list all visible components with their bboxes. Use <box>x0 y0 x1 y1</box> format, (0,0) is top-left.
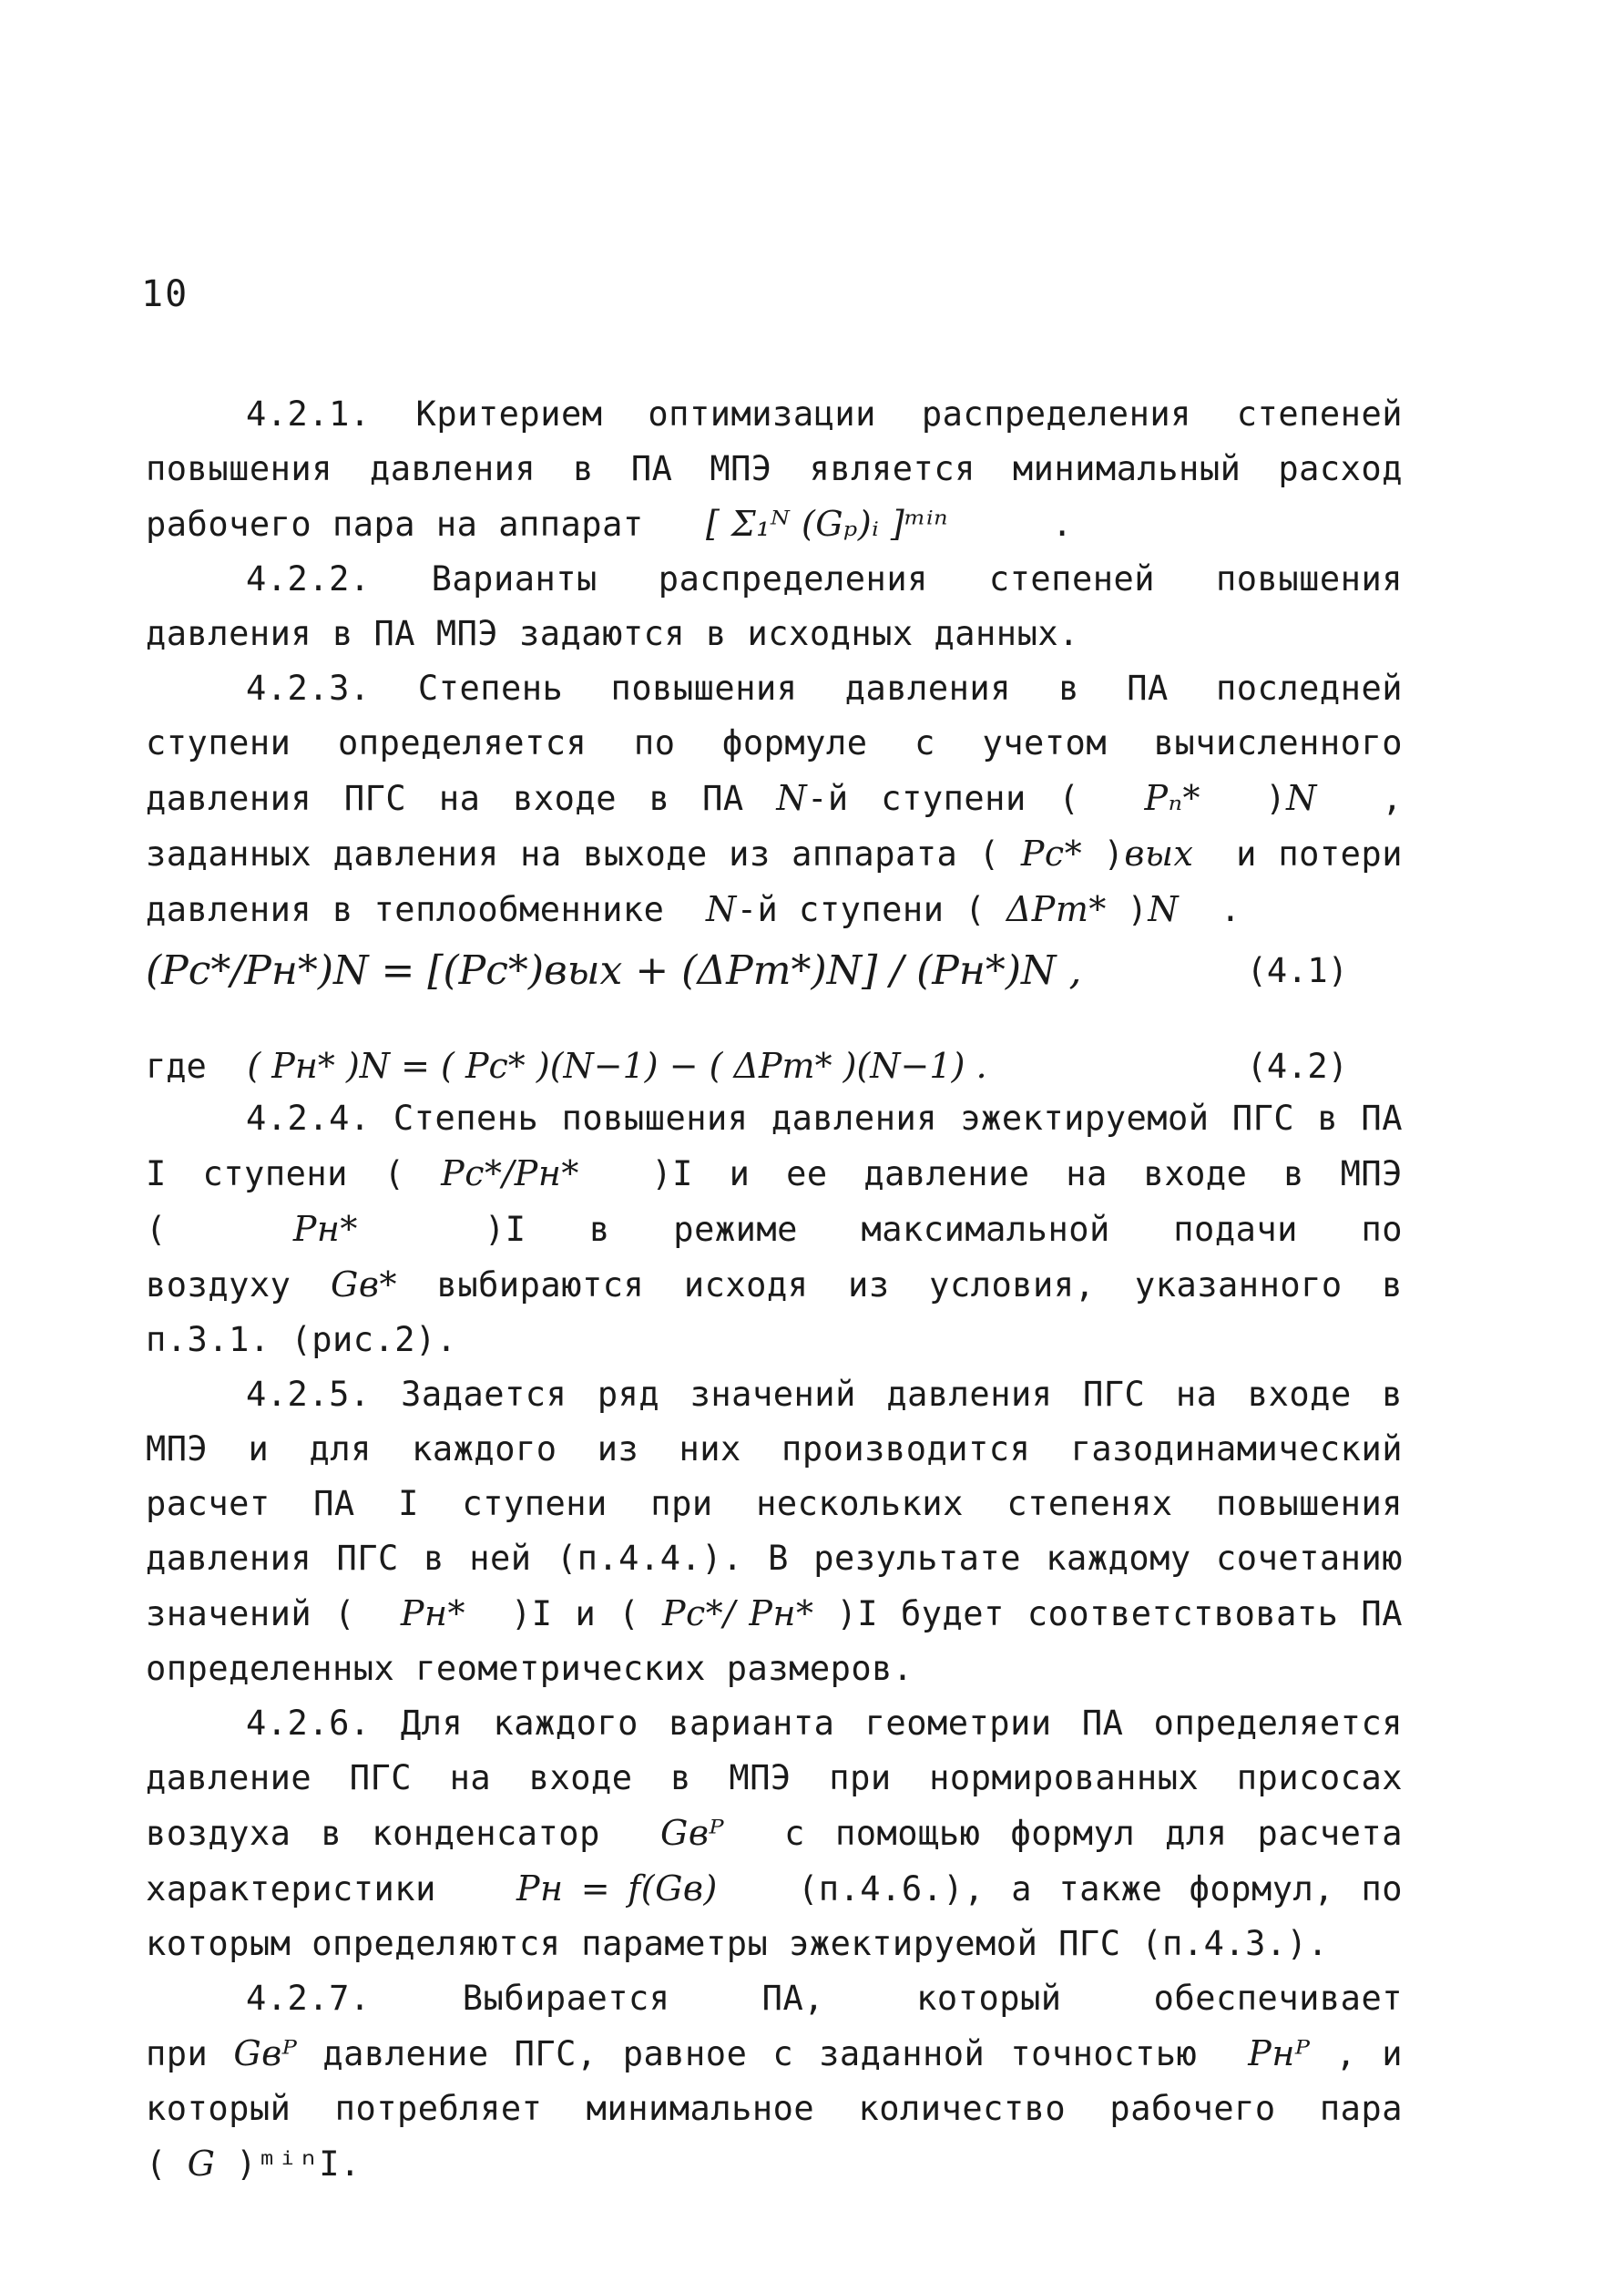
equation-number: (4.2) <box>1246 1046 1348 1086</box>
paragraph-text: ) <box>1265 779 1287 818</box>
equation-body: (Pc*/Pн*)N = [(Pc*)вых + (ΔPт*)N] / (Pн*)N , <box>146 947 1082 994</box>
page-number: 10 <box>141 273 189 315</box>
paragraph-text: )I будет соответствовать ПА определенных геометрических размеров. <box>146 1594 1403 1688</box>
handwritten-symbol: N <box>705 889 737 929</box>
handwritten-symbol: N <box>776 778 808 818</box>
paragraph-text: выбираются исходя из условия, указанного в п.3.1. (рис.2). <box>146 1265 1404 1359</box>
paragraph-text: )I и ее давление на входе в МПЭ ( <box>146 1154 1403 1249</box>
paragraph-text: 4.2.7. Выбирается ПА, который обеспечивает при <box>146 1979 1403 2073</box>
paragraph-end: )ᵐⁱⁿI. <box>236 2144 361 2184</box>
handwritten-symbol: Gв* <box>331 1264 397 1305</box>
paragraph-text: ) <box>1103 834 1125 874</box>
equation-number: (4.1) <box>1246 950 1348 990</box>
handwritten-formula: [ Σ₁ᴺ (Gₚ)ᵢ ]ᵐⁱⁿ <box>705 504 949 544</box>
handwritten-symbol: Pн* <box>292 1209 358 1249</box>
handwritten-subscript: N <box>1148 889 1180 929</box>
paragraph-text: и потери давления в теплообменнике <box>146 834 1403 929</box>
paragraph-4-2-7 <box>146 1971 1403 2192</box>
where-label: где <box>146 1047 207 1086</box>
text-block-top <box>146 387 1403 937</box>
paragraph-4-2-1 <box>146 387 1403 552</box>
paragraph-4-2-2: 4.2.2. Варианты распределения степеней повышения давления в ПА МПЭ задаются в исходных данных. <box>146 559 1403 653</box>
paragraph-text: , и который потребляет минимальное количество рабочего пара ( <box>146 2034 1404 2184</box>
paragraph-4-2-4 <box>146 1091 1403 1367</box>
paragraph-text: )I и ( <box>510 1594 639 1633</box>
paragraph-text: (п.4.6.), а также формул, по которым определяются параметры эжектируемой ПГС (п.4.3.). <box>146 1869 1403 1963</box>
paragraph-text: ) <box>1127 890 1149 929</box>
handwritten-symbol: Pₙ* <box>1144 778 1200 818</box>
handwritten-symbol: Pн* <box>400 1593 465 1633</box>
handwritten-formula: Pн = f(Gв) <box>516 1868 718 1909</box>
paragraph-text: 4.2.1. Критерием оптимизации распределения степеней повышения давления в ПА МПЭ является минимальный расход рабочего пара на аппарат <box>146 394 1403 544</box>
paragraph-text: 4.2.4. Степень повышения давления эжектируемой ПГС в ПА I ступени ( <box>146 1099 1403 1193</box>
handwritten-subscript: вых <box>1124 834 1194 874</box>
paragraph-4-2-3 <box>146 661 1403 937</box>
paragraph-4-2-5 <box>146 1367 1403 1696</box>
paragraph-text: с помощью формул для расчета характеристики <box>146 1814 1403 1909</box>
handwritten-subscript: N <box>1286 778 1317 818</box>
paragraph-end: . <box>1220 890 1241 929</box>
paragraph-end: . <box>1051 505 1073 544</box>
equation-body: ( Pн* )N = ( Pc* )(N−1) − ( ΔPт* )(N−1) . <box>247 1046 987 1086</box>
paragraph-text: 4.2.6. Для каждого варианта геометрии ПА определяется давление ПГС на входе в МПЭ при нормированных присосах воздуха в конденсатор <box>146 1704 1403 1853</box>
handwritten-symbol: Pc* <box>1020 834 1083 874</box>
handwritten-symbol: ΔPт* <box>1006 889 1107 929</box>
handwritten-symbol: Gвᴾ <box>659 1813 725 1853</box>
paragraph-text: давление ПГС, равное с заданной точностью <box>322 2034 1198 2073</box>
paragraph-4-2-6 <box>146 1696 1403 1971</box>
handwritten-symbol: Pc*/ Pн* <box>661 1593 814 1633</box>
handwritten-symbol: Gвᴾ <box>233 2033 298 2073</box>
handwritten-symbol: Pc*/Pн* <box>441 1153 579 1193</box>
paragraph-text: )I в режиме максимальной подачи по воздуху <box>146 1210 1403 1305</box>
paragraph-text: 4.2.3. Степень повышения давления в ПА последней ступени определяется по формуле с учетом вычисленного давления ПГС на входе в ПА <box>146 669 1403 818</box>
text-block-bottom <box>146 1091 1403 2192</box>
paragraph-text: , заданных давления на выходе из аппарата ( <box>146 779 1403 874</box>
paragraph-text: -й ступени ( <box>807 779 1080 818</box>
handwritten-symbol: G <box>187 2144 216 2184</box>
equation-4-2-line <box>146 1039 1348 1093</box>
paragraph-text: 4.2.5. Задается ряд значений давления ПГС на входе в МПЭ и для каждого из них производится газодинамический расчет ПА I ступени при нескольких степенях повышения давления ПГС в ней (п.4.4.). В результате каждому сочетанию значений ( <box>146 1375 1403 1633</box>
equation-4-1 <box>146 929 1348 1011</box>
handwritten-symbol: Pнᴾ <box>1248 2033 1311 2073</box>
paragraph-text: -й ступени ( <box>736 890 986 929</box>
